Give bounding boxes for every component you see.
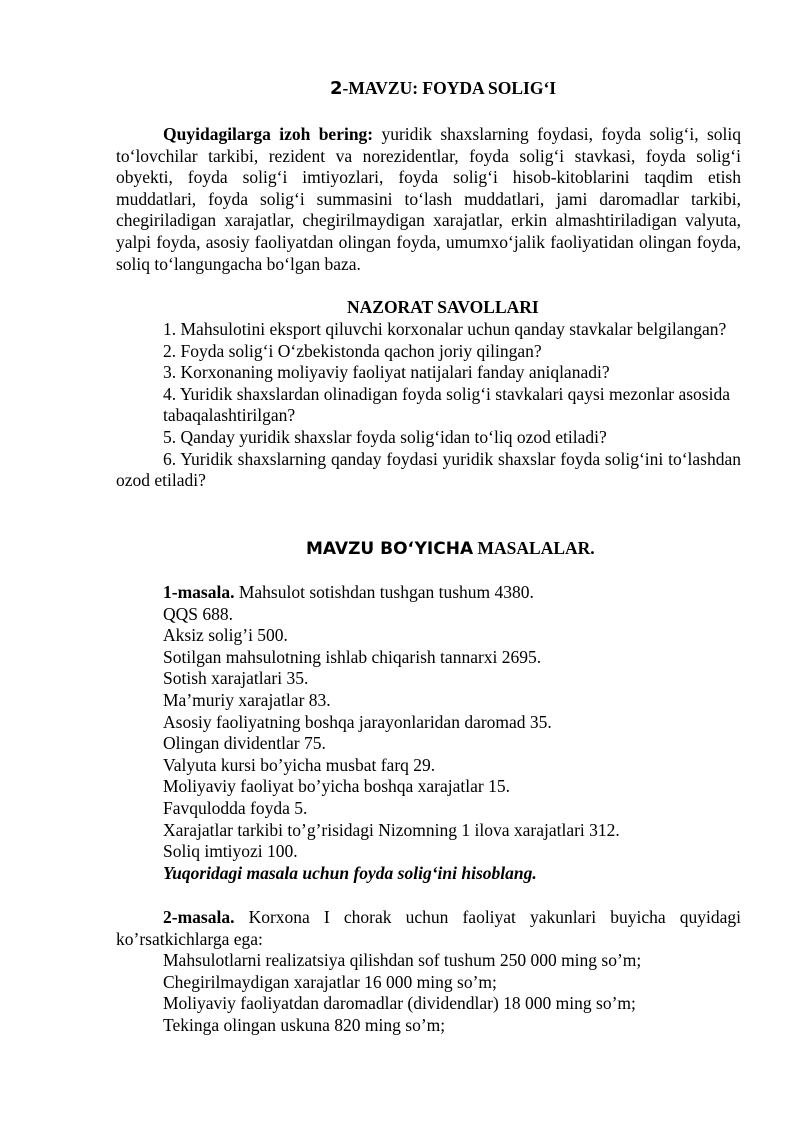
problem-1-task: Yuqoridagi masala uchun foyda solig‘ini hisoblang. (163, 862, 537, 883)
question-list (116, 319, 741, 492)
masalalar-heading-part: MAVZU BO‘YICHA (306, 539, 474, 559)
problem-1-line: Ma’muriy xarajatlar 83. (163, 689, 331, 710)
question-item: 3. Korxonaning moliyaviy faoliyat natijalari fanday aniqlanadi? (163, 362, 610, 383)
problem-1-line: Favqulodda foyda 5. (163, 797, 308, 818)
problem-2-line: Chegirilmaydigan xarajatlar 16 000 ming so’m; (163, 971, 497, 992)
question-item: 4. Yuridik shaxslardan olinadigan foyda solig‘i stavkalari qaysi mezonlar asosida tabaqalashtirilgan? (163, 383, 730, 426)
problem-1-line: Soliq imtiyozi 100. (163, 841, 298, 862)
intro-paragraph (116, 124, 741, 275)
nazorat-heading: NAZORAT SAVOLLARI (347, 297, 539, 317)
problem-1-line: Valyuta kursi bo’yicha musbat farq 29. (163, 754, 436, 775)
problem-1-line: QQS 688. (163, 603, 234, 624)
problem-2-label: 2-masala. (163, 907, 235, 927)
question-item: 2. Foyda solig‘i O‘zbekistonda qachon joriy qilingan? (163, 340, 542, 361)
problem-1-line: Moliyaviy faoliyat bo’yicha boshqa xarajatlar 15. (163, 776, 510, 797)
problem-1-line: Sotish xarajatlari 35. (163, 668, 309, 689)
question-item: 5. Qanday yuridik shaxslar foyda solig‘idan to‘liq ozod etiladi? (163, 426, 607, 447)
problem-1-line: Aksiz solig’i 500. (163, 625, 288, 646)
problem-2-line: Tekinga olingan uskuna 820 ming so’m; (163, 1014, 446, 1035)
title-text: -MAVZU: FOYDA SOLIG‘I (342, 78, 557, 98)
intro-text: yuridik shaxslarning foydasi, foyda solig‘i, soliq to‘lovchilar tarkibi, rezident va norezidentlar, foyda solig‘i stavkasi, foyda solig‘i obyekti, foyda solig‘i imtiyozlari, foyda solig‘i hisob-kitoblarini taqdim etish muddatlari, foyda solig‘i summasini to‘lash muddatlari, jami daromadlar tarkibi, chegiriladigan xarajatlar, chegirilmaydigan xarajatlar, erkin almashtiriladigan valyuta, yalpi foyda, asosiy faoliyatdan olingan foyda, umumxo‘jalik faoliyatidan olingan foyda, soliq to‘langungacha bo‘lgan baza. (116, 124, 741, 274)
problem-1-line: Xarajatlar tarkibi to’g’risidagi Nizomning 1 ilova xarajatlari 312. (163, 819, 620, 840)
title-number: 2 (330, 78, 343, 99)
question-item: 6. Yuridik shaxslarning qanday foydasi yuridik shaxslar foyda solig‘ini to‘lashdan ozod etiladi? (116, 448, 741, 491)
problem-1-line: Olingan dividentlar 75. (163, 733, 326, 754)
problem-2-line: Mahsulotlarni realizatsiya qilishdan sof tushum 250 000 ming so’m; (163, 950, 642, 971)
problem-1-line: Sotilgan mahsulotning ishlab chiqarish tannarxi 2695. (163, 646, 542, 667)
masalalar-heading (306, 538, 595, 561)
problem-1-first-line (163, 582, 741, 604)
masalalar-heading-part: MASALALAR. (473, 538, 595, 558)
problem-2-line: Moliyaviy faoliyatdan daromadlar (dividendlar) 18 000 ming so’m; (163, 993, 636, 1014)
problem-2-intro (116, 907, 741, 950)
question-item: 1. Mahsulotini eksport qiluvchi korxonalar uchun qanday stavkalar belgilangan? (163, 319, 727, 339)
intro-lead: Quyidagilarga izoh bering: (163, 124, 374, 144)
problem-1 (163, 582, 741, 884)
page-title (330, 78, 556, 100)
problem-1-line: Asosiy faoliyatning boshqa jarayonlaridan daromad 35. (163, 711, 552, 732)
problem-1-first-text: Mahsulot sotishdan tushgan tushum 4380. (234, 582, 534, 602)
problem-2-intro-text: Korxona I chorak uchun faoliyat yakunlari buyicha quyidagi ko’rsatkichlarga ega: (116, 907, 741, 949)
problem-2 (116, 907, 741, 1037)
problem-1-label: 1-masala. (163, 582, 235, 602)
